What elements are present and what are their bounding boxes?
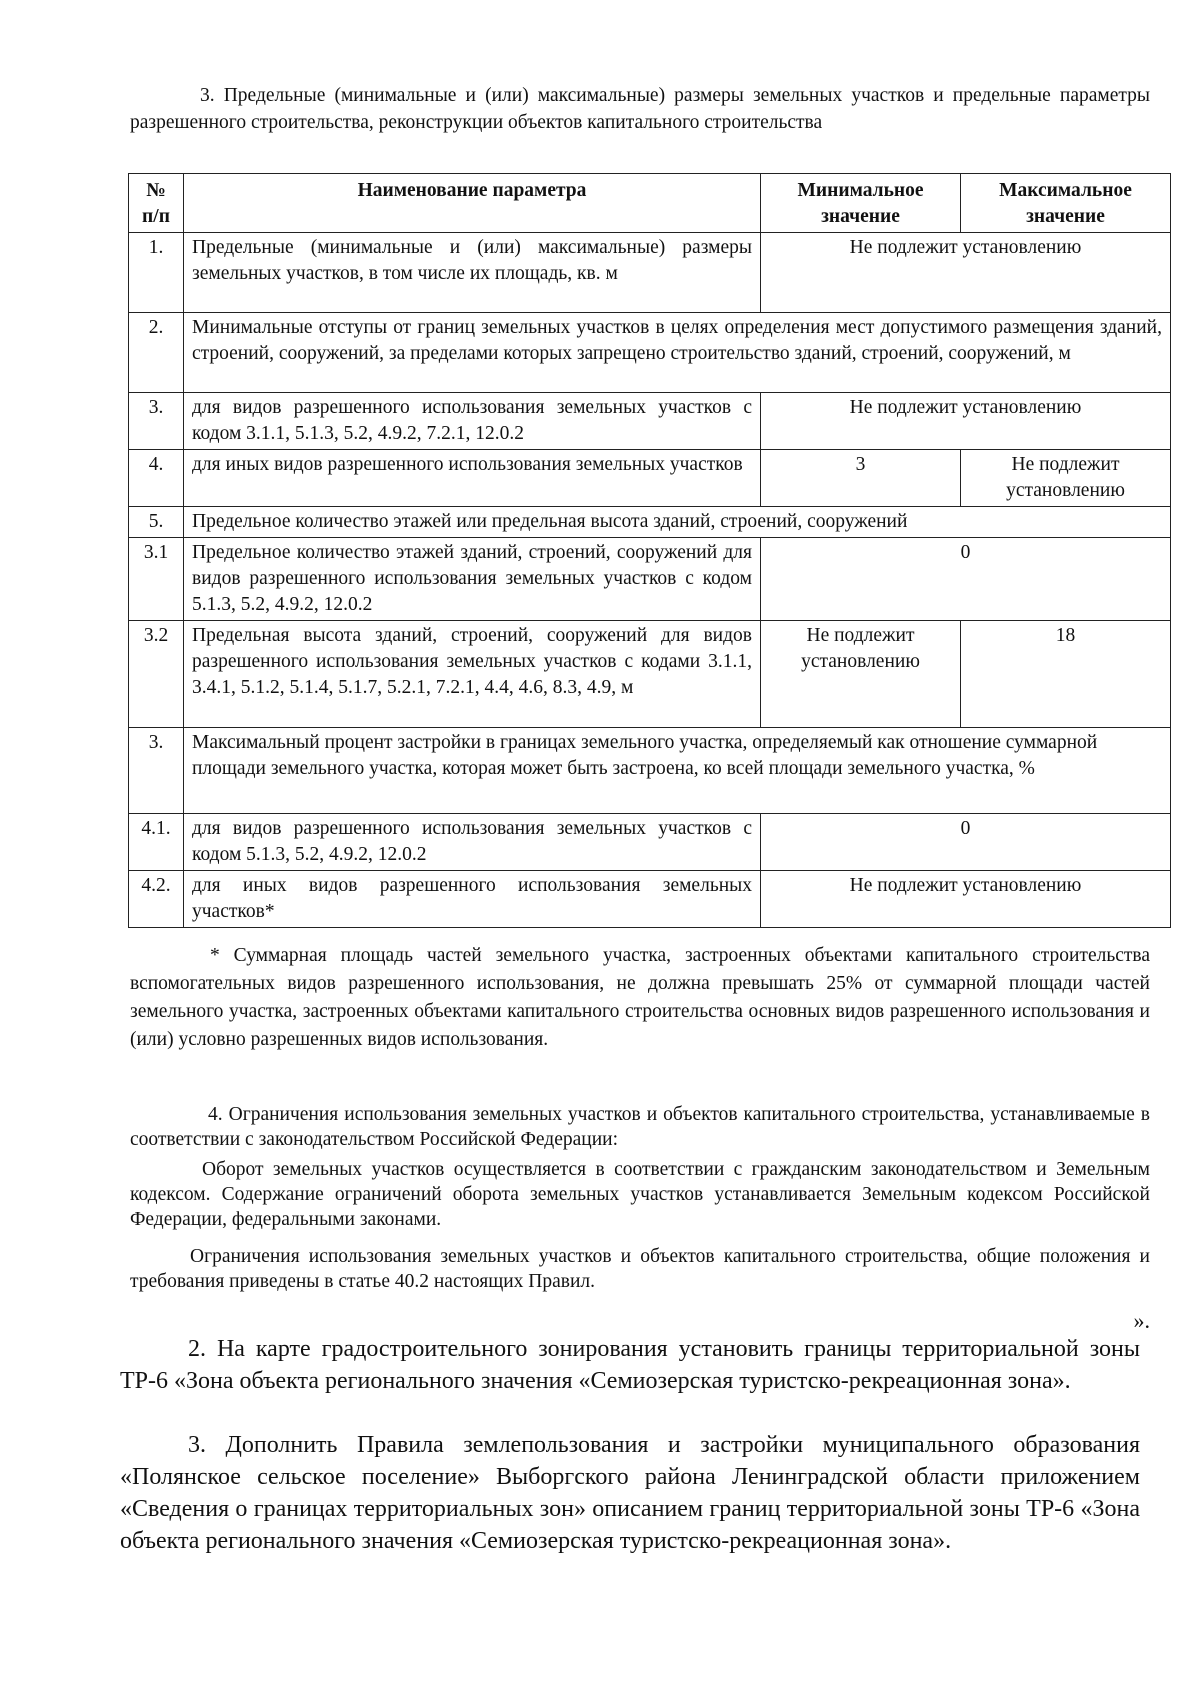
table-row — [129, 450, 1171, 507]
item-3-paragraph: 3. Дополнить Правила землепользования и застройки муниципального образования «Полянское сельское поселение» Выборгского района Ленинградской области приложением «Сведения о границах территориальных зон» описанием границ территориальной зоны ТР-6 «Зона объекта регионального значения «Семиозерская туристско-рекреационная зона». — [120, 1432, 1140, 1554]
section4-heading: 4. Ограничения использования земельных участков и объектов капитального строительства, устанавливаемые в соответствии с законодательством Российской Федерации: — [130, 1104, 1150, 1150]
table-row — [129, 313, 1171, 393]
row-name: для иных видов разрешенного использования земельных участков* — [184, 871, 761, 928]
table-row — [129, 871, 1171, 928]
section4-paragraph-1: Оборот земельных участков осуществляется в соответствии с гражданским законодательством и Земельным кодексом. Содержание ограничений оборота земельных участков устанавливается Земельным кодексом Российской Федерации, федеральными законами. — [130, 1159, 1150, 1230]
table-row — [129, 814, 1171, 871]
header-min: Минимальное значение — [761, 174, 961, 233]
table-row — [129, 621, 1171, 728]
row-max: Не подлежит установлению — [961, 450, 1171, 507]
row-num: 3.2 — [129, 621, 184, 728]
header-name: Наименование параметра — [184, 174, 761, 233]
row-name: для видов разрешенного использования земельных участков с кодом 3.1.1, 5.1.3, 5.2, 4.9.2, 7.2.1, 12.0.2 — [184, 393, 761, 450]
row-value: Не подлежит установлению — [761, 871, 1171, 928]
row-name: для иных видов разрешенного использования земельных участков — [184, 450, 761, 507]
row-name: Предельные (минимальные и (или) максимальные) размеры земельных участков, в том числе их площадь, кв. м — [184, 233, 761, 313]
closing-quote-mark: ». — [1133, 1308, 1150, 1333]
row-name: Предельное количество этажей зданий, строений, сооружений для видов разрешенного использования земельных участков с кодом 5.1.3, 5.2, 4.9.2, 12.0.2 — [184, 538, 761, 621]
row-value: Не подлежит установлению — [761, 233, 1171, 313]
row-num: 2. — [129, 313, 184, 393]
row-num: 3. — [129, 728, 184, 814]
row-num: 1. — [129, 233, 184, 313]
row-value: Не подлежит установлению — [761, 393, 1171, 450]
table-row — [129, 538, 1171, 621]
row-num: 4. — [129, 450, 184, 507]
header-num: № п/п — [129, 174, 184, 233]
row-num: 4.2. — [129, 871, 184, 928]
parameters-table — [128, 173, 1171, 928]
row-num: 3. — [129, 393, 184, 450]
row-name: Предельное количество этажей или предельная высота зданий, строений, сооружений — [184, 507, 1171, 538]
table-row — [129, 728, 1171, 814]
row-min: 3 — [761, 450, 961, 507]
intro-paragraph: 3. Предельные (минимальные и (или) максимальные) размеры земельных участков и предельные параметры разрешенного строительства, реконструкции объектов капитального строительства — [130, 85, 1150, 133]
row-min: Не подлежит установлению — [761, 621, 961, 728]
header-max: Максимальное значение — [961, 174, 1171, 233]
section4-paragraph-2: Ограничения использования земельных участков и объектов капитального строительства, общие положения и требования приведены в статье 40.2 настоящих Правил. — [130, 1246, 1150, 1292]
table-row — [129, 507, 1171, 538]
row-name: Максимальный процент застройки в границах земельного участка, определяемый как отношение суммарной площади земельного участка, которая может быть застроена, ко всей площади земельного участка, % — [184, 728, 1171, 814]
row-max: 18 — [961, 621, 1171, 728]
row-num: 5. — [129, 507, 184, 538]
row-value: 0 — [761, 538, 1171, 621]
item-2-paragraph: 2. На карте градостроительного зонирования установить границы территориальной зоны ТР-6 «Зона объекта регионального значения «Семиозерская туристско-рекреационная зона». — [120, 1336, 1140, 1394]
row-num: 4.1. — [129, 814, 184, 871]
table-header-row — [129, 174, 1171, 233]
table-row — [129, 393, 1171, 450]
row-num: 3.1 — [129, 538, 184, 621]
row-name: для видов разрешенного использования земельных участков с кодом 5.1.3, 5.2, 4.9.2, 12.0.2 — [184, 814, 761, 871]
row-value: 0 — [761, 814, 1171, 871]
table-row — [129, 233, 1171, 313]
row-name: Минимальные отступы от границ земельных участков в целях определения мест допустимого размещения зданий, строений, сооружений, за пределами которых запрещено строительство зданий, строений, сооружений, м — [184, 313, 1171, 393]
footnote: * Суммарная площадь частей земельного участка, застроенных объектами капитального строительства вспомогательных видов разрешенного использования, не должна превышать 25% от суммарной площади частей земельного участка, застроенных объектами капитального строительства основных видов разрешенного использования и (или) условно разрешенных видов использования. — [130, 945, 1150, 1050]
row-name: Предельная высота зданий, строений, сооружений для видов разрешенного использования земельных участков с кодами 3.1.1, 3.4.1, 5.1.2, 5.1.4, 5.1.7, 5.2.1, 7.2.1, 4.4, 4.6, 8.3, 4.9, м — [184, 621, 761, 728]
